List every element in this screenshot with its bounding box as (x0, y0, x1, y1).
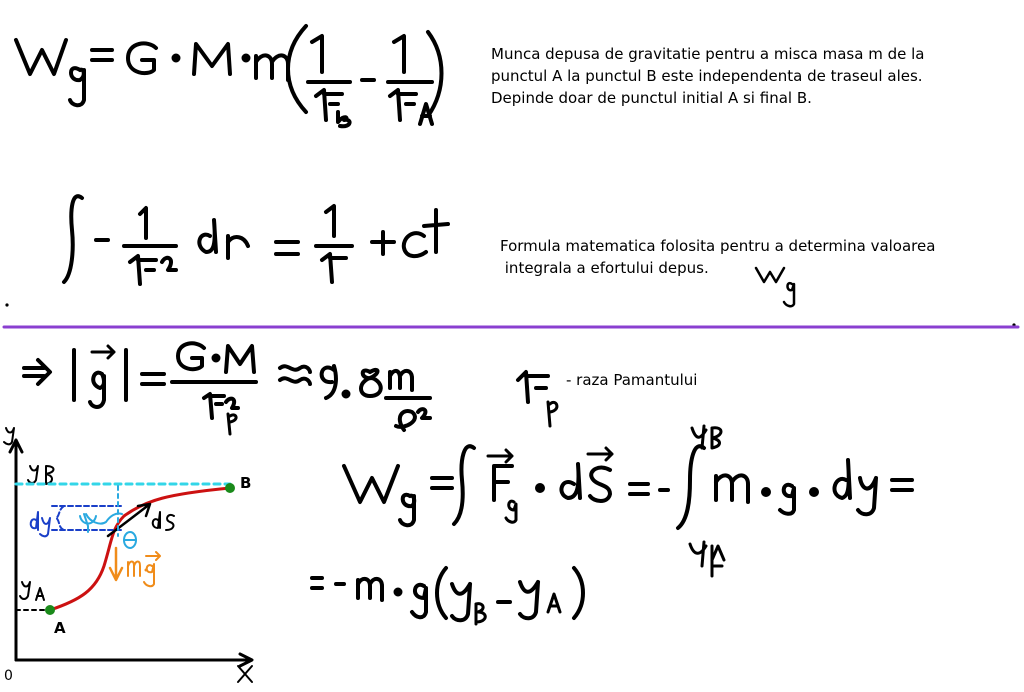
wg-symbol-small (756, 268, 794, 306)
x-axis-label (238, 666, 252, 682)
ds-label (153, 512, 174, 530)
integral-formula (64, 196, 448, 284)
gravity-force-vector (110, 548, 122, 580)
earth-radius-note: - raza Pamantului (566, 371, 698, 389)
work-note-line-3: Depinde doar de punctul initial A si final B. (491, 89, 812, 107)
work-result-formula (312, 568, 583, 624)
x-axis (16, 654, 252, 666)
work-formula (16, 26, 442, 126)
stray-dot-left (5, 303, 8, 306)
integral-note-line-2: integrala a efortului depus. (500, 259, 709, 277)
point-b-label: B (240, 474, 252, 492)
work-note-line-1: Munca depusa de gravitatie pentru a misca masa m de la (491, 45, 925, 63)
point-b-marker (225, 483, 235, 493)
y-axis-label (4, 428, 14, 444)
dy-label (31, 512, 50, 536)
work-integral-formula (344, 426, 912, 576)
trajectory-diagram (4, 428, 252, 682)
integral-note-line-1: Formula matematica folosita pentru a determina valoarea (500, 237, 936, 255)
earth-radius-symbol (518, 372, 557, 426)
gravity-force-label (128, 552, 160, 586)
point-a-marker (45, 605, 55, 615)
work-note-line-2: punctul A la punctul B este independenta de traseul ales. (491, 67, 923, 85)
point-a-label: A (54, 619, 66, 637)
gravity-formula (24, 343, 430, 434)
origin-label: 0 (4, 668, 13, 684)
y-axis (10, 440, 22, 660)
